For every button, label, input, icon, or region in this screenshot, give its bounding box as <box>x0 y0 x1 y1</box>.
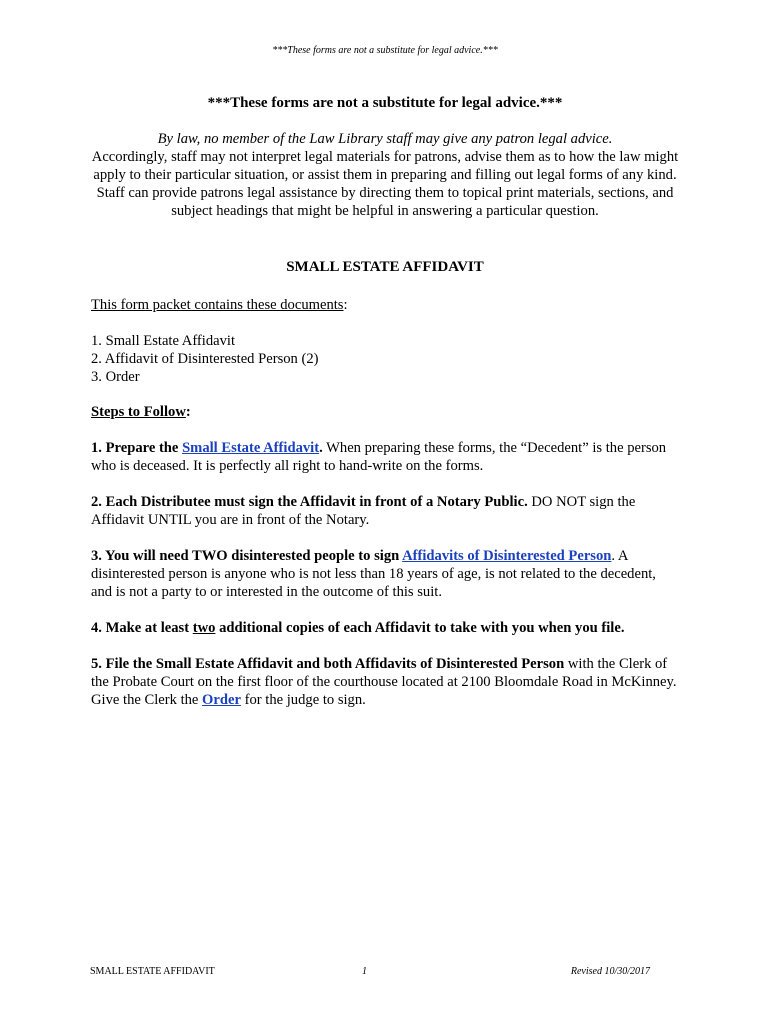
step-5-text-end: for the judge to sign. <box>240 692 366 708</box>
step-4 <box>91 619 679 637</box>
step-3-text: . A disinterested person is anyone who is not less than 18 years of age, is not related to the decedent, and is not a party to or interested in the outcome of this suit. <box>91 548 656 600</box>
step-4-bold-b: additional copies of each Affidavit to take with you when you file. <box>215 620 625 636</box>
steps-heading <box>91 403 679 421</box>
step-3 <box>91 547 679 601</box>
footer-page-number: 1 <box>362 966 367 977</box>
step-5 <box>91 655 679 709</box>
document-title: SMALL ESTATE AFFIDAVIT <box>286 259 484 275</box>
steps-heading-colon: : <box>185 404 191 420</box>
main-content <box>91 94 679 709</box>
step-3-bold: 3. You will need TWO disinterested people to sign <box>91 548 403 564</box>
disclaimer-text: Accordingly, staff may not interpret legal materials for patrons, advise them as to how the law might apply to their particular situation, or assist them in preparing and filling out legal forms of any kind. Staff can provide patrons legal assistance by directing them to topical print materials, sections, and subject headings that might be helpful in answering a particular question. <box>91 149 679 219</box>
list-item: 3. Order <box>91 369 140 385</box>
step-5-bold: 5. File the Small Estate Affidavit and both Affidavits of Disinterested Person <box>91 656 565 672</box>
disclaimer-italic-sentence: By law, no member of the Law Library staff may give any patron legal advice. <box>157 131 613 147</box>
packet-intro-colon: : <box>343 297 348 313</box>
step-4-underlined: two <box>192 620 216 636</box>
step-2-bold: 2. Each Distributee must sign the Affidavit in front of a Notary Public. <box>91 494 528 510</box>
disclaimer-body <box>91 130 679 220</box>
step-4-bold-a: 4. Make at least <box>91 620 193 636</box>
running-header: ***These forms are not a substitute for legal advice.*** <box>272 45 498 56</box>
steps-heading-text: Steps to Follow <box>91 404 186 420</box>
footer-document-name: SMALL ESTATE AFFIDAVIT <box>90 966 215 977</box>
order-link[interactable]: Order <box>202 692 241 708</box>
list-item: 1. Small Estate Affidavit <box>91 333 236 349</box>
step-1 <box>91 439 679 475</box>
affidavits-of-disinterested-person-link[interactable]: Affidavits of Disinterested Person <box>402 548 612 564</box>
step-2-text: DO NOT sign the Affidavit UNTIL you are in front of the Notary. <box>91 494 636 528</box>
packet-intro <box>91 296 679 314</box>
list-item: 2. Affidavit of Disinterested Person (2) <box>91 351 319 367</box>
footer-revised-date: Revised 10/30/2017 <box>570 966 650 977</box>
step-1-text: When preparing these forms, the “Decedent” is the person who is deceased. It is perfectly all right to hand-write on the forms. <box>91 440 667 474</box>
step-5-text: with the Clerk of the Probate Court on the first floor of the courthouse located at 2100 Bloomdale Road in McKinney. Give the Clerk the <box>91 656 677 708</box>
small-estate-affidavit-link[interactable]: Small Estate Affidavit <box>182 440 320 456</box>
packet-intro-text: This form packet contains these documents <box>91 297 344 313</box>
step-1-bold-end: . <box>319 440 323 456</box>
step-1-bold: 1. Prepare the <box>91 440 183 456</box>
disclaimer-title: ***These forms are not a substitute for legal advice.*** <box>207 95 563 111</box>
step-2 <box>91 493 679 529</box>
document-list <box>91 332 679 386</box>
